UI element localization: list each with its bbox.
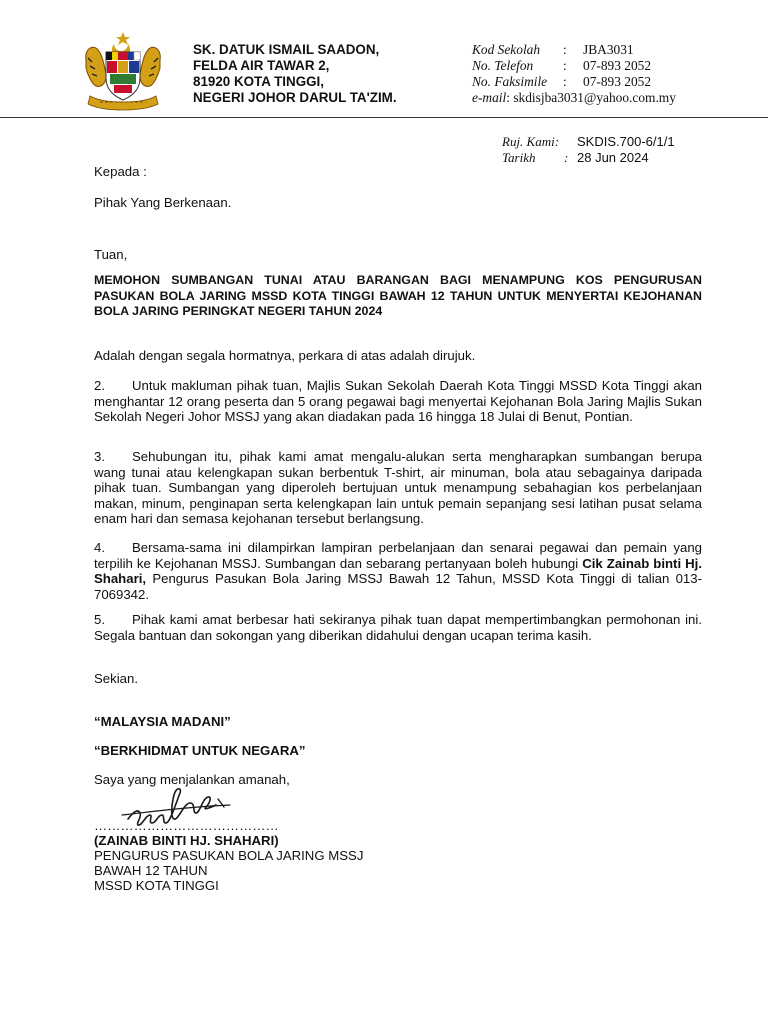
school-code-row	[472, 42, 676, 58]
email-row	[472, 90, 676, 106]
colon-separator: :	[563, 74, 567, 89]
signature-dotted-line: ……………………………………	[94, 818, 279, 833]
paragraph-number: 2.	[94, 378, 105, 393]
closing: Sekian.	[94, 671, 138, 686]
reference-row	[502, 134, 675, 150]
email-value: skdisjba3031@yahoo.com.my	[513, 90, 676, 105]
contact-person-name: Cik Zainab binti Hj. Shahari,	[94, 555, 702, 586]
opening-paragraph: Adalah dengan segala hormatnya, perkara di atas adalah dirujuk.	[94, 348, 476, 363]
fax-value: 07-893 2052	[583, 74, 652, 89]
paragraph-4-text-end: Pengurus Pasukan Bola Jaring MSSJ Bawah 12 Tahun, MSSD Kota Tinggi di talian 013-7069342.	[94, 571, 702, 602]
colon-separator: :	[564, 150, 569, 165]
paragraph-3	[94, 449, 702, 527]
school-code-value: JBA3031	[583, 42, 634, 57]
paragraph-5	[94, 612, 702, 643]
motto-malaysia-madani: “MALAYSIA MADANI”	[94, 714, 231, 729]
date-label: Tarikh	[502, 150, 536, 165]
paragraph-3-text: Sehubungan itu, pihak kami amat mengalu-alukan serta mengharapkan sumbangan berupa wang tunai atau kelengkapan sukan berbentuk T-shirt, air minuman, bola atau sebagainya daripada pihak tuan. Sumbangan yang diperoleh bertujuan untuk menampung sebahagian kos perbelanjaan makan, minum, penginapan serta kelengkapan lain untuk pemain sepanjang sesi latihan pusat selama enam hari dan semasa kejohanan tersebut berlangsung.	[94, 449, 702, 526]
fax-label: No. Faksimile	[472, 74, 548, 89]
signer-title-line-3: MSSD KOTA TINGGI	[94, 878, 219, 893]
email-label: e-mail	[472, 90, 507, 105]
paragraph-2	[94, 378, 702, 425]
header-divider	[0, 117, 768, 118]
school-address-line: FELDA AIR TAWAR 2,	[193, 58, 330, 73]
paragraph-number: 5.	[94, 612, 105, 627]
paragraph-number: 4.	[94, 540, 105, 555]
motto-berkhidmat: “BERKHIDMAT UNTUK NEGARA”	[94, 743, 306, 758]
signer-title-line-1: PENGURUS PASUKAN BOLA JARING MSSJ	[94, 848, 364, 863]
signer-name: (ZAINAB BINTI HJ. SHAHARI)	[94, 833, 279, 848]
reference-block	[502, 134, 675, 166]
colon-separator: :	[563, 58, 567, 73]
paragraph-4	[94, 540, 702, 602]
reference-value: SKDIS.700-6/1/1	[577, 134, 675, 149]
paragraph-5-text: Pihak kami amat berbesar hati sekiranya pihak tuan dapat mempertimbangkan permohonan ini. Segala bantuan dan sokongan yang diberikan didahului dengan ucapan terima kasih.	[94, 612, 702, 643]
malaysia-coat-of-arms-icon	[80, 30, 166, 112]
reference-label: Ruj. Kami:	[502, 134, 560, 149]
colon-separator: :	[563, 42, 567, 57]
phone-value: 07-893 2052	[583, 58, 652, 73]
school-address-block	[193, 42, 397, 106]
salutation: Tuan,	[94, 247, 128, 262]
paragraph-number: 3.	[94, 449, 105, 464]
paragraph-2-text: Untuk makluman pihak tuan, Majlis Sukan Sekolah Daerah Kota Tinggi MSSD Kota Tinggi akan menghantar 12 orang peserta dan 5 orang pegawai bagi menyertai Kejohanan Bola Jaring Majlis Sukan Sekolah Negeri Johor MSSJ yang akan diadakan pada 16 hingga 18 Julai di Benut, Pontian.	[94, 378, 702, 424]
phone-row	[472, 58, 676, 74]
school-code-label: Kod Sekolah	[472, 42, 541, 57]
fax-row	[472, 74, 676, 90]
date-value: 28 Jun 2024	[577, 150, 649, 165]
recipient-heading: Kepada :	[94, 164, 147, 179]
school-contact-block	[472, 42, 676, 106]
recipient: Pihak Yang Berkenaan.	[94, 195, 232, 210]
colon-separator: :	[506, 90, 510, 105]
letter-subject: MEMOHON SUMBANGAN TUNAI ATAU BARANGAN BAGI MENAMPUNG KOS PENGURUSAN PASUKAN BOLA JARING MSSD KOTA TINGGI BAWAH 12 TAHUN UNTUK MENYERTAI KEJOHANAN BOLA JARING PERINGKAT NEGERI TAHUN 2024	[94, 273, 702, 318]
school-postcode-line: 81920 KOTA TINGGI,	[193, 74, 324, 89]
school-name-line: SK. DATUK ISMAIL SAADON,	[193, 42, 380, 57]
paragraph-4-text: Bersama-sama ini dilampirkan lampiran perbelanjaan dan senarai pegawai dan pemain yang terpilih ke Kejohanan MSSJ. Sumbangan dan sebarang pertanyaan boleh hubungi	[94, 540, 702, 571]
phone-label: No. Telefon	[472, 58, 534, 73]
amanah-line: Saya yang menjalankan amanah,	[94, 772, 290, 787]
signer-title-line-2: BAWAH 12 TAHUN	[94, 863, 208, 878]
school-state-line: NEGERI JOHOR DARUL TA'ZIM.	[193, 90, 397, 105]
